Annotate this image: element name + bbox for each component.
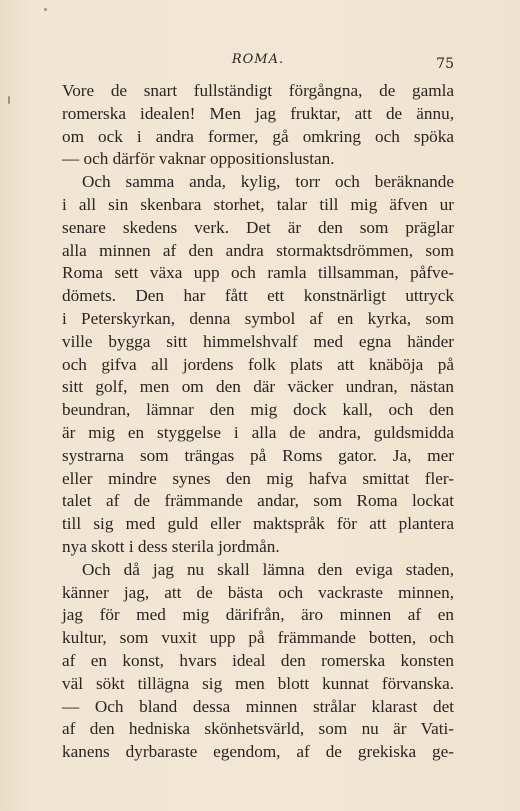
- text-line: till sig med guld eller maktspråk för att plantera: [62, 514, 454, 534]
- text-line: kanens dyrbaraste egendom, af de grekiska ge-: [62, 742, 454, 762]
- running-title: ROMA.: [231, 52, 285, 67]
- page-number: 75: [436, 56, 454, 72]
- text-line: systrarna som trängas på Roms gator. Ja, mer: [62, 445, 454, 465]
- text-line: — och därför vaknar oppositionslustan.: [62, 149, 335, 169]
- text-line: talet af de främmande andar, som Roma lockat: [62, 491, 454, 511]
- text-line: Och samma anda, kylig, torr och beräknande: [82, 172, 454, 192]
- text-line: kultur, som vuxit upp på främmande botten, och: [62, 628, 454, 648]
- text-line: ville bygga sitt himmelshvalf med egna händer: [62, 331, 454, 351]
- paper-speck: [8, 96, 10, 104]
- text-line: alla minnen af den andra stormaktsdrömmen, som: [62, 240, 454, 260]
- text-line: beundran, lämnar den mig dock kall, och den: [62, 400, 454, 420]
- text-line: eller mindre synes den mig hafva smittat fler-: [62, 468, 454, 488]
- text-line: Och då jag nu skall lämna den eviga staden,: [82, 559, 454, 579]
- text-line: i Peterskyrkan, denna symbol af en kyrka, som: [62, 308, 454, 328]
- text-line: Roma sett växa upp och ramla tillsamman, påfve-: [62, 263, 454, 283]
- text-line: är mig en styggelse i alla de andra, guldsmidda: [62, 422, 454, 442]
- text-line: senare skedens verk. Det är den som präglar: [62, 217, 454, 237]
- text-line: och gifva all jordens folk plats att knäböja på: [62, 354, 454, 374]
- text-line: romerska idealen! Men jag fruktar, att de ännu,: [62, 103, 454, 123]
- text-line: i all sin skenbara storhet, talar till mig äfven ur: [62, 194, 454, 214]
- body-text: [62, 80, 454, 764]
- text-line: sitt golf, men om den där väcker undran, nästan: [62, 377, 454, 397]
- text-line: väl sökt tillägna sig men blott kunnat förvanska.: [62, 673, 454, 693]
- text-line: känner jag, att de bästa och vackraste minnen,: [62, 582, 454, 602]
- page-header: [62, 50, 454, 74]
- text-line: dömets. Den har fått ett konstnärligt uttryck: [62, 286, 454, 306]
- paper-speck: [44, 8, 47, 11]
- text-line: jag för med mig därifrån, äro minnen af en: [62, 605, 454, 625]
- text-line: af en konst, hvars ideal den romerska konsten: [62, 650, 454, 670]
- text-line: nya skott i dess sterila jordmån.: [62, 536, 280, 556]
- text-line: om ock i andra former, gå omkring och spöka: [62, 126, 454, 146]
- text-line: Vore de snart fullständigt förgångna, de gamla: [62, 81, 454, 100]
- text-line: — Och bland dessa minnen strålar klarast det: [62, 696, 454, 716]
- text-line: af den hedniska skönhetsvärld, som nu är Vati-: [62, 719, 454, 739]
